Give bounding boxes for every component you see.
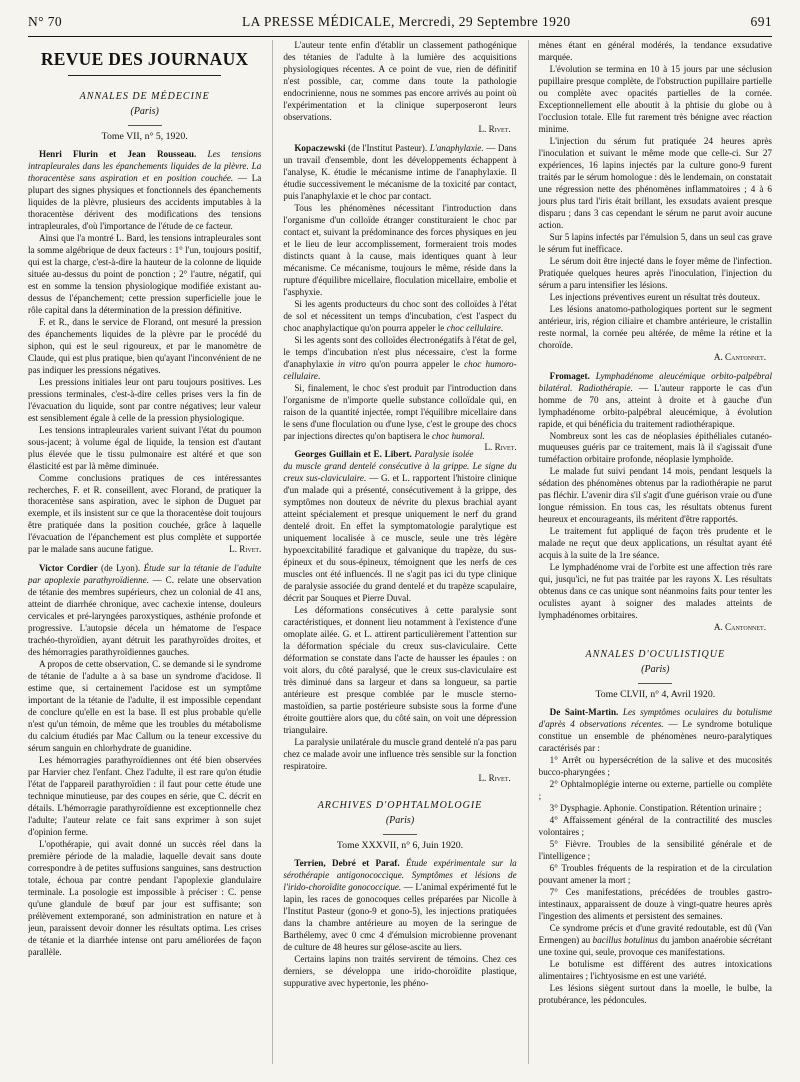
- issue-number: N° 70: [28, 14, 63, 29]
- page-header: [28, 14, 772, 37]
- journal-tome: Tome XXXVII, n° 6, Juin 1920.: [336, 840, 464, 852]
- article-title: Les tensions intrapleurales dans les épanchements liquides de la plèvre. La thoracentèse sans aspiration et en position couchée.: [28, 148, 262, 183]
- paragraph: Tous les phénomènes nécessitant l'introduction dans l'organisme d'un colloïde étranger constituraient le choc par contact et, suivant la prédominance des forces physiques en jeu et le lieu de leur accomplissement, formeraient trois modes distincts quant à la cause, mais identiques quant à leur mécanisme. Ce mécanisme, toujours le même, réside dans la rupture d'équilibre micellaire, floculation micellaire, embolie et l'asphyxie.: [283, 202, 517, 297]
- page-number: 691: [750, 14, 772, 29]
- paragraph: Les tensions intrapleurales varient suivant l'état du poumon sous-jacent; à volume égal de liquide, la tension est d'autant plus élevée que le tissu pulmonaire est altéré et que son élasticité est par là même diminuée.: [28, 424, 262, 471]
- paragraph: L'injection du sérum fut pratiquée 24 heures après l'inoculation et suivant le même mode que celle-ci. Sur 27 expériences, 16 lapins injectés par la culture gono-9 furent traités par le sérum homologue : dès le lendemain, on constatait une régression nette des phénomènes inflammatoires ; 4 à 6 jours plus tard l'iris était brillant, les exsudats avaient presque disparu ; dans 3 cas cependant le sérum ne parut avoir aucune action.: [538, 135, 772, 230]
- paragraph: — La plupart des signes physiques et fonctionnels des épanchements liquides de la plèvre, plusieurs des accidents imputables à la thoracentèse dérivent des modifications des tensions intrapleurales, d'où l'importance de l'étude de ce facteur.: [28, 172, 262, 231]
- text-run: Si, finalement, le choc s'est produit par l'introduction dans l'organisme de n'importe quelle substance colloïdale qui, en raison de la quantité injectée, rompt l'équilibre micellaire dans le sens d'une floculation ou d'une lyse, c'est le groupe des chocs par injections directes qu'on baptisera le: [283, 382, 517, 441]
- section-title: REVUE DES JOURNAUX: [40, 49, 249, 69]
- column-2: [272, 40, 516, 1064]
- article-title: Étude expérimentale sur la sérothérapie antigonococcique. Symptômes et lésions de l'irido-choroïdite gonococcique.: [283, 858, 517, 893]
- paragraph: Certains lapins non traités servirent de témoins. Chez ces derniers, se développa une irido-choroïdite plastique, suppurative avec hypertonie, les phéno-: [283, 953, 517, 988]
- article-lead: [283, 143, 516, 203]
- paragraph: L'auteur tente enfin d'établir un classement pathogénique des tétanies de l'adulte à la lumière des acquisitions physiologiques récentes. A ce point de vue, rien de définitif n'est possible, car, comme dans toute la pathologie endocrinienne, nous ne sommes pas encore arrivés au point où l'expérimentation et la clinique superposeront leurs observations.: [283, 40, 517, 122]
- divider: [638, 683, 672, 684]
- article-author: Fromaget.: [549, 370, 590, 381]
- article-author: Victor Cordier: [39, 563, 98, 574]
- article-title: Les symptômes oculaires du botulisme d'après 4 observations récentes.: [538, 707, 772, 730]
- paragraph: Comme conclusions pratiques de ces intéressantes recherches, F. et R. conseillent, avec Florand, de pratiquer la thoracentèse sans aspiration, avec le siphon de Duguet par exemple, et ils insistent sur ce que la thoracentèse doit toujours être pratiquée dans la position couchée, grâce à laquelle l'évacuation de l'épanchement est plus complète et supportée par le malade sans aucune fatigue.: [28, 472, 262, 555]
- paragraph: La paralysie unilatérale du muscle grand dentelé n'a pas paru chez ce malade avoir une influence très sensible sur la fonction respiratoire.: [283, 737, 517, 772]
- emphasis: in vitro: [337, 358, 366, 369]
- signature: L. Rivet.: [478, 773, 511, 784]
- text-run: qu'on pourra appeler le: [366, 358, 465, 369]
- divider: [383, 834, 417, 835]
- list-item: 1° Arrêt ou hypersécrétion de la salive et des mucosités bucco-pharyngées ;: [538, 755, 772, 778]
- paragraph: — L'animal expérimenté fut le lapin, les races de gonocoques celles préparées par Nicolle à l'Institut Pasteur (gono-9 et gono-5), les injections pratiquées dans la chambre antérieure au moyen de la seringue de Barthélemy, avec 0 cmc 4 d'émulsion microbienne provenant de culture de 48 heures sur gélose-ascite au liers.: [283, 882, 517, 952]
- author-affiliation: (de Lyon).: [97, 563, 144, 574]
- text-run: Si les agents sont des colloïdes électronégatifs à l'état de gel, le temps d'incubation n'est plus nécessaire, c'est la forme d'anaphylaxie: [283, 334, 517, 369]
- signature: L. Rivet.: [478, 123, 511, 134]
- journal-city: (Paris): [130, 106, 159, 118]
- article-title: L'anaphylaxie.: [429, 142, 484, 153]
- paragraph: [283, 299, 516, 335]
- list-item: 7° Ces manifestations, précédées de troubles gastro-intestinaux, apparaissent de douze à vingt-quatre heures après l'ingestion des aliments et persistent des semaines.: [538, 887, 772, 921]
- journal-name: ANNALES D'OCULISTIQUE: [585, 649, 726, 661]
- paragraph: — L'auteur rapporte le cas d'un homme de 70 ans, atteint à droite et à gauche d'un lymphadénome orbito-palpébral aleucémique, à évolution rapide, et qui bénéficia du traitement radiothérapique.: [538, 382, 772, 429]
- signature: A. Cantonnet.: [713, 622, 766, 633]
- paragraph: L'opothérapie, qui avait donné un succès réel dans la première période de la maladie, laquelle devait sans doute correspondre à de petites suffusions sanguines, sans destruction totale, échoua par contre pendant l'apoplexie glandulaire terminale. La posologie est impossible à préciser : C. pense qu'une glandule de bœuf par jour est suffisante; son prélèvement extemporané, son administration en nature et à jeun, paraissent devoir donner les résultats optima. Les crises de tétanie et la diarrhée intense ont paru améliorées de façon parallèle.: [28, 839, 262, 957]
- journal-name: ANNALES DE MÉDECINE: [79, 90, 210, 102]
- journal-city: (Paris): [385, 815, 415, 827]
- article-lead: [28, 563, 261, 659]
- paragraph-with-signature: [28, 473, 261, 557]
- article-title: Paralysie isolée du muscle grand dentelé consécutive à la grippe. Le signe du creux sus-claviculaire.: [283, 449, 517, 484]
- paragraph: Ainsi que l'a montré L. Bard, les tensions intrapleurales sont la somme algébrique de deux facteurs : 1° l'un, toujours positif, qui est la charge, c'est-à-dire la hauteur de la colonne de liquide située au-dessus du point de ponction ; 2° l'autre, négatif, qui est en somme la tension physiologique modifiée existant au-dessus de l'épanchement; cette pression superficielle joue le rôle capital dans la détermination de la pression définitive.: [28, 232, 262, 315]
- text-run: Si les agents producteurs du choc sont des colloïdes à l'état de sol et nécessitent un temps d'incubation, c'est l'aspect du choc anaphylactique qu'on pourra appeler le: [283, 298, 517, 333]
- list-item: 3° Dysphagie. Aphonie. Constipation. Rétention urinaire ;: [549, 803, 762, 814]
- text-run: .: [317, 370, 321, 381]
- paragraph: Les hémorragies parathyroïdiennes ont été bien observées par Harvier chez l'enfant. Chez l'adulte, il est rare qu'on étudie l'état de l'appareil parathyroïdien : il faut pour cette étude une technique minutieuse, par des coupes en série, que C. décrit en détails. L'hémorragie parathyroïdienne est exceptionnelle chez l'adulte; l'auteur relate ce fait sans exprimer à son sujet d'opinion ferme.: [28, 755, 262, 838]
- paragraph-with-signature: [283, 382, 517, 453]
- text-run: Ce syndrome précis et d'une gravité redoutable, est dû (Van Ermengen) au: [538, 922, 772, 945]
- emphasis: choc cellulaire: [446, 322, 501, 333]
- paragraph: [539, 923, 772, 959]
- running-title: LA PRESSE MÉDICALE, Mercredi, 29 Septembre 1920: [242, 14, 571, 29]
- article-lead: [539, 371, 772, 431]
- text-run: .: [500, 322, 504, 333]
- article-title: Étude sur la tétanie de l'adulte par apoplexie parathyroïdienne.: [28, 563, 262, 586]
- signature: L. Rivet.: [484, 442, 517, 453]
- paragraph: Le sérum doit être injecté dans le foyer même de l'infection. Pratiquée quelques heures après l'inoculation, l'injection du sérum a paru intensifier les lésions.: [538, 255, 772, 290]
- paragraph: L'évolution se termina en 10 à 15 jours par une séclusion pupillaire presque complète, de l'obstruction pupillaire partielle ou complète avec opacités partielles de la cornée. Exceptionnellement elle aboutit à la phtisie du globe ou à l'occlusion totale. Elle fut rarement très bénigne avec réaction minime.: [538, 63, 772, 134]
- paragraph: — C. relate une observation de tétanie des membres supérieurs, chez un colonial de 41 ans, atteint de diarrhée chronique, avec cachexie intense, douleurs cervicales et pré-laryngées paroxystiques, asthénie profonde et progressive. L'autopsie décela un hématome de l'espace trachéo-thyroïdien, ayant détruit les parathyroïdes droites, et des hémorragies parathyroïdiennes gauches.: [28, 575, 262, 658]
- article-author: Henri Flurin et Jean Rousseau.: [39, 148, 197, 159]
- journal-city: (Paris): [641, 664, 670, 676]
- list-item: 5° Fièvre. Troubles de la sensibilité générale et de l'intelligence ;: [538, 839, 772, 862]
- journal-tome: Tome CLVII, n° 4, Avril 1920.: [595, 689, 716, 701]
- paragraph: Nombreux sont les cas de néoplasies épithéliales cutanéo-muqueuses guéris par ce traitement, mais là il s'agissait d'une tuméfaction orbitaire profonde, néoplasie lymphoïde.: [538, 430, 772, 465]
- author-affiliation: (de l'Institut Pasteur).: [345, 142, 430, 153]
- emphasis: bacillus botulinus: [592, 934, 658, 945]
- divider: [128, 125, 162, 126]
- article-author: Georges Guillain et E. Libert.: [294, 449, 412, 460]
- article-lead: [28, 149, 261, 233]
- paragraph: Les lésions siègent surtout dans la moelle, le bulbe, la protubérance, les pédoncules.: [538, 982, 772, 1005]
- paragraph: A propos de cette observation, C. se demande si le syndrome de tétanie de l'adulte a à sa base un syndrome d'acidose. Il estime que, si certainement l'acidose est un symptôme important de la tétanie de l'adulte, il est impossible cependant de conclure qu'elle en est la base. Il est plus probable qu'elle n'est qu'un témoin, de même que les troubles du métabolisme du calcium étudiés par Mac Callum ou la teneur excessive du sérum sanguin en chlorhydrate de guanidine.: [28, 659, 262, 754]
- journal-name: ARCHIVES D'OPHTALMOLOGIE: [317, 800, 483, 812]
- paragraph: Les déformations consécutives à cette paralysie sont caractéristiques, et donnent lieu notamment à l'existence d'une omoplate ailée. G. et L. attirent particulièrement l'attention sur la déformation spéciale du creux sus-claviculaire. Cette déformation se constate dans l'acte de hausser les épaules : on voit alors, du côté paralysé, que le creux sus-claviculaire est très diminué dans sa largeur et dans sa longueur, sa partie antérieure est presque comblée par le muscle sterno-mastoïdien, sa partie postérieure subsiste sous la forme d'une étroite gouttière alors que, du côté sain, on voit une dépression triangulaire.: [283, 605, 517, 736]
- article-author: Kopaczewski: [294, 142, 346, 153]
- article-title: Lymphadénome aleucémique orbito-palpébral bilatéral. Radiothérapie.: [538, 370, 772, 393]
- paragraph: Le traitement fut appliqué de façon très prudente et le malade ne reçut que deux applications, un résultat ayant été acquis à la suite de la 1re séance.: [538, 526, 772, 561]
- article-lead: [283, 449, 516, 605]
- column-3: [528, 40, 772, 1064]
- paragraph: Les lésions anatomo-pathologiques portent sur le segment antérieur, iris, région ciliaire et chambre antérieure, le cristallin reste normal, la cornée peu altérée, de même la rétine et la choroïde.: [538, 303, 772, 350]
- page-body: [28, 40, 772, 1064]
- paragraph: Le malade fut suivi pendant 14 mois, pendant lesquels la sédation des phénomènes obtenus par la radiothérapie ne parut pas fléchir. L'avenir dira s'il s'agit d'une guérison vraie ou d'une longue rémission. En tous cas, les résultats obtenus furent heureux et encourageants, ils méritent d'être rapportés.: [538, 466, 772, 525]
- paragraph: — G. et L. rapportent l'histoire clinique d'un malade qui a présenté, consécutivement à la grippe, des symptômes non douteux de névrite du plexus brachial ayant atteint spécialement et presque uniquement le nerf du grand dentelé droit. En effet la symptomatologie paralytique est uniquement localisée à ce muscle, seule une très légère hypoexcitabilité faradique et galvanique du trapèze, du sus-épineux et du sous-épineux, témoignent que les nerfs de ces muscles ont été influencés. Il ne s'agit pas ici du type clinique de paralysie associée du grand dentelé et du trapèze scapulaire, décrit par Souques et Pierre Duval.: [283, 473, 517, 604]
- paragraph: [283, 335, 516, 383]
- paragraph: Les injections préventives eurent un résultat très douteux.: [549, 291, 760, 302]
- emphasis: choc humoral.: [431, 430, 485, 441]
- article-author: De Saint-Martin.: [549, 707, 619, 718]
- paragraph: Le botulisme est différent des autres intoxications alimentaires ; l'ichtyosisme en est une variété.: [538, 958, 772, 981]
- article-lead: [283, 858, 516, 954]
- emphasis: choc humoro-cellulaire: [283, 358, 517, 381]
- paragraph: — Le syndrome botulique constitue un ensemble de phénomènes neuro-paralytiques caractérisés par :: [538, 719, 772, 754]
- list-item: 2° Ophtalmoplégie interne ou externe, partielle ou complète ;: [538, 779, 772, 802]
- paragraph: Les pressions initiales leur ont paru toujours positives. Les pressions terminales, c'est-à-dire celles prises vers la fin de l'évacuation du liquide, sont par contre négatives; leur valeur est sensiblement égale à celle de la pression physiologique.: [28, 376, 262, 423]
- list-item: 6° Troubles fréquents de la respiration et de la circulation pouvant amener la mort ;: [538, 863, 772, 886]
- signature: A. Cantonnet.: [713, 351, 766, 362]
- paragraph: F. et R., dans le service de Florand, ont mesuré la pression des épanchements liquides de la plèvre par le procédé du siphon, qui est le seul rigoureux, et par le manomètre de Claude, qui est plus pratique, bien qu'ayant l'inconvénient de ne pas indiquer les pressions négatives.: [28, 316, 262, 375]
- article-author: Terrien, Debré et Paraf.: [294, 858, 400, 869]
- paragraph: Le lymphadénome vrai de l'orbite est une affection très rare qui, jusqu'ici, ne fut pas traitée par les rayons X. Les résultats obtenus dans ce cas unique sont néanmoins faits pour tenter les oculistes ayant à soigner des malades atteints de lymphadénomes orbitaires.: [538, 562, 772, 621]
- list-item: 4° Affaissement général de la contractilité des muscles volontaires ;: [538, 815, 772, 838]
- paragraph: mènes étant en général modérés, la tendance exsudative marquée.: [538, 40, 772, 62]
- journal-tome: Tome VII, n° 5, 1920.: [101, 131, 188, 143]
- column-1: [28, 40, 261, 1064]
- paragraph: Sur 5 lapins infectés par l'émulsion 5, dans un seul cas grave le sérum fut inefficace.: [538, 231, 772, 254]
- title-rule: [68, 75, 221, 76]
- paragraph: — Dans un travail d'ensemble, dont les développements échappent à l'analyse, K. étudie le mécanisme intime de l'anaphylaxie. Il étudie successivement le mécanisme de la toxicité par contact, puis l'anaphylaxie et le choc par contact.: [283, 142, 517, 201]
- article-lead: [539, 707, 772, 755]
- text-run: du jambon anaérobie sécrétant une toxine qui, seule, provoque ces manifestations.: [538, 934, 772, 957]
- signature: L. Rivet.: [229, 544, 262, 555]
